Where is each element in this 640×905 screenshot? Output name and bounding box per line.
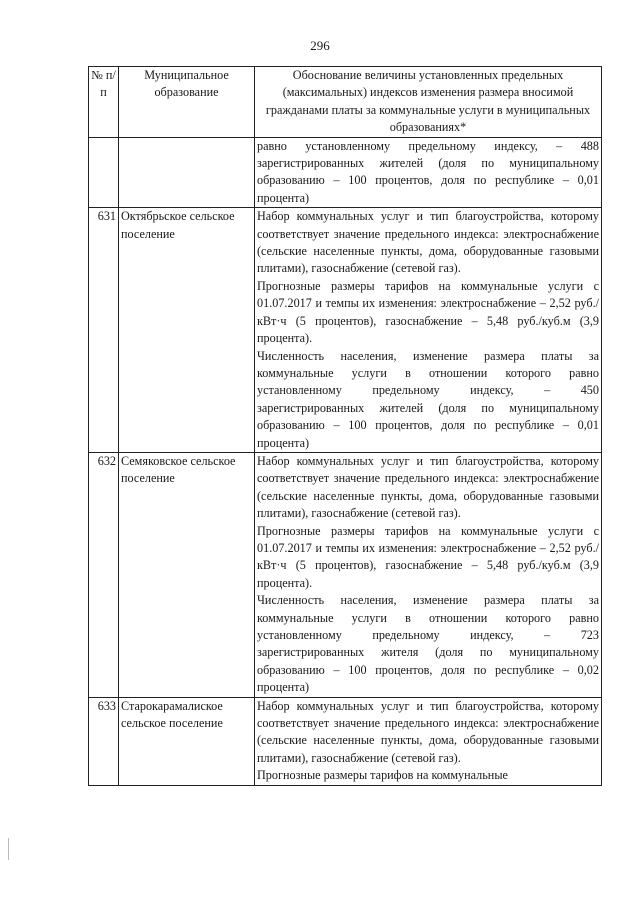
justification-paragraph: Набор коммунальных услуг и тип благоустройства, которому соответствует значение предельного индекса: электроснабжение (сельские населенные пункты, дома, оборудованные газовыми плитами), газоснабжение (сетевой газ). (257, 209, 599, 276)
justification-paragraph: Набор коммунальных услуг и тип благоустройства, которому соответствует значение предельного индекса: электроснабжение (сельские населенные пункты, дома, оборудованные газовыми плитами), газоснабжение (сетевой газ). (257, 453, 599, 521)
table-body (89, 137, 602, 785)
row-municipality: Старокарамалиское сельское поселение (119, 697, 255, 785)
row-number: 632 (89, 452, 119, 697)
row-justification (255, 208, 602, 453)
justification-paragraph: Набор коммунальных услуг и тип благоустройства, которому соответствует значение предельного индекса: электроснабжение (сельские населенные пункты, дома, оборудованные газовыми плитами), газоснабжение (сетевой газ). (257, 698, 599, 765)
row-municipality (119, 137, 255, 208)
justification-paragraph: Численность населения, изменение размера платы за коммунальные услуги в отношении которого равно установленному предельному индексу, – 450 зарегистрированных жителей (доля по муниципальному образованию – 100 процентов, доля по республике – 0,01 процента) (257, 348, 599, 450)
row-justification (255, 137, 602, 208)
header-number: № п/п (89, 67, 119, 138)
justification-paragraph: Прогнозные размеры тарифов на коммунальные (257, 768, 508, 783)
row-municipality: Октябрьское сельское поселение (119, 208, 255, 453)
tariff-justification-table (88, 66, 602, 786)
row-municipality: Семяковское сельское поселение (119, 452, 255, 697)
row-number (89, 137, 119, 208)
justification-paragraph: Численность населения, изменение размера платы за коммунальные услуги в отношении которого равно установленному предельному индексу, – 723 зарегистрированных жителя (доля по муниципальному образованию – 100 процентов, доля по республике – 0,02 процента) (257, 593, 599, 695)
header-justification: Обоснование величины установленных предельных (максимальных) индексов изменения размера вносимой гражданами платы за коммунальные услуги в муниципальных образованиях* (255, 67, 602, 138)
row-number: 631 (89, 208, 119, 453)
table-row (89, 452, 602, 697)
table-header-row (89, 67, 602, 138)
row-justification (255, 452, 602, 697)
justification-paragraph: Прогнозные размеры тарифов на коммунальные услуги с 01.07.2017 и темпы их изменения: электроснабжение – 2,52 руб./кВт·ч (5 процентов), газоснабжение – 5,48 руб./куб.м (3,9 процента). (257, 523, 599, 590)
justification-paragraph: Прогнозные размеры тарифов на коммунальные услуги с 01.07.2017 и темпы их изменения: электроснабжение – 2,52 руб./кВт·ч (5 процентов), газоснабжение – 5,48 руб./куб.м (3,9 процента). (257, 278, 599, 346)
header-municipality: Муниципальное образование (119, 67, 255, 138)
row-number: 633 (89, 697, 119, 785)
table-row (89, 137, 602, 208)
scan-margin-mark (8, 838, 9, 860)
page-number: 296 (310, 38, 330, 53)
row-justification (255, 697, 602, 785)
justification-paragraph: равно установленному предельному индексу, – 488 зарегистрированных жителей (доля по муниципальному образованию – 100 процентов, доля по республике – 0,01 процента) (257, 138, 599, 205)
table-row (89, 208, 602, 453)
table-row (89, 697, 602, 785)
